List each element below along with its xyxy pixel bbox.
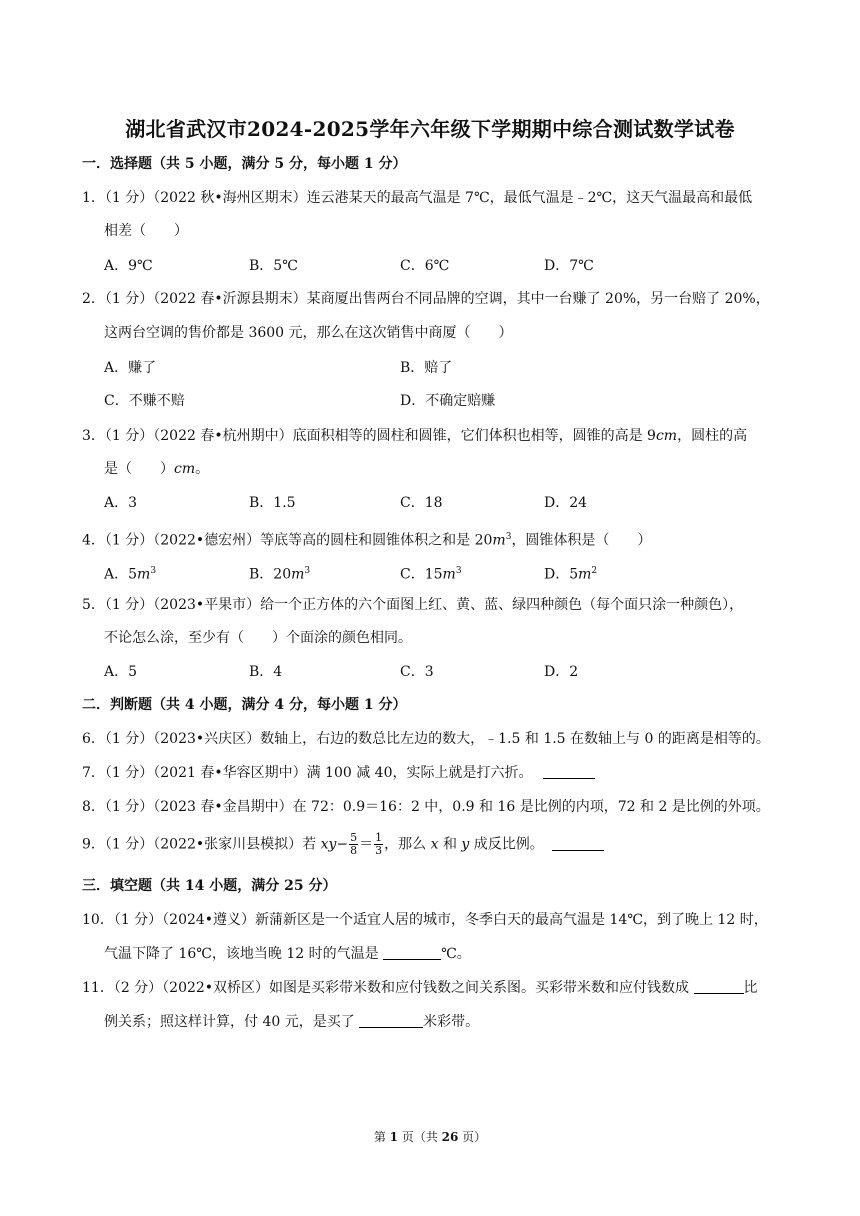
question-3-option-a: A．3 <box>104 495 138 511</box>
question-1-line-2: 相差（ ） <box>104 223 188 239</box>
section-heading-choice: 一．选择题（共 5 小题，满分 5 分，每小题 1 分） <box>82 156 407 172</box>
question-4-option-c <box>400 561 462 585</box>
option-b-unit: m <box>291 566 305 583</box>
option-c-unit: m <box>442 566 456 583</box>
question-2-line-1: 2．（1 分）（2022 春•沂源县期末）某商厦出售两台不同品牌的空调，其中一台赚了 20%，另一台赔了 20%， <box>82 291 770 307</box>
option-a-value: A．5 <box>104 566 138 583</box>
question-1-option-b: B．5℃ <box>249 258 298 274</box>
question-3-text-d: 。 <box>195 461 210 477</box>
option-a-exponent: 3 <box>150 566 157 576</box>
question-3-option-c: C．18 <box>400 495 443 511</box>
current-page-number: 1 <box>389 1130 398 1144</box>
question-9-variables: xy <box>320 836 337 853</box>
answer-blank[interactable] <box>694 979 744 994</box>
numerator: 1 <box>375 831 383 844</box>
question-10-text-a: 气温下降了 16℃，该地当晚 12 时的气温是 <box>104 946 384 962</box>
question-1-line-1: 1．（1 分）（2022 秋•海州区期末）连云港某天的最高气温是 7℃，最低气温是﹣2℃，这天气温最高和最低 <box>82 190 753 206</box>
question-8: 8．（1 分）（2023 春•金昌期中）在 72：0.9＝16：2 中，0.9 和 16 是比例的内项，72 和 2 是比例的外项。 <box>82 799 770 815</box>
option-b-exponent: 3 <box>304 566 311 576</box>
question-10-line-2 <box>104 944 471 964</box>
question-1-option-d: D．7℃ <box>544 258 594 274</box>
question-5-line-1: 5．（1 分）（2023•平果市）给一个正方体的六个面图上红、黄、蓝、绿四种颜色（每个面只涂一种颜色）， <box>82 597 744 613</box>
question-2-option-c: C．不赚不赔 <box>104 393 185 409</box>
question-11-line-2 <box>104 1012 479 1032</box>
answer-blank[interactable] <box>383 945 441 960</box>
equals-sign: ＝ <box>359 836 374 853</box>
option-a-unit: m <box>137 566 151 583</box>
question-3-text-b: ，圆柱的高 <box>677 428 748 444</box>
option-d-unit: m <box>578 566 592 583</box>
page-title: 湖北省武汉市2024-2025学年六年级下学期期中综合测试数学试卷 <box>125 117 735 141</box>
question-7 <box>82 763 595 783</box>
question-9-suffix: 成反比例。 <box>469 836 544 853</box>
question-1-option-c: C．6℃ <box>400 258 450 274</box>
footer-middle: 页（共 <box>398 1130 442 1144</box>
option-d-value: D．5 <box>544 566 579 583</box>
question-9-prefix: 9．（1 分）（2022•张家川县模拟）若 <box>82 836 321 853</box>
answer-blank[interactable] <box>552 836 604 851</box>
question-10-text-b: ℃。 <box>441 946 471 962</box>
question-3-text-c: 是（ ） <box>104 461 174 477</box>
page-footer <box>0 1128 860 1145</box>
denominator: 3 <box>375 844 383 857</box>
question-4-text-a: 4．（1 分）（2022•德宏州）等底等高的圆柱和圆锥体积之和是 20 <box>82 532 493 549</box>
question-11-text-c: 例关系；照这样计算，付 40 元，是买了 <box>104 1014 360 1030</box>
minus-sign: − <box>336 836 349 853</box>
section-heading-judgement: 二．判断题（共 4 小题，满分 4 分，每小题 1 分） <box>82 697 407 713</box>
question-3-option-d: D．24 <box>544 495 588 511</box>
question-4-option-b <box>249 561 310 585</box>
question-10-line-1: 10．（1 分）（2024•遵义）新蒲新区是一个适宜人居的城市，冬季白天的最高气温是 14℃，到了晚上 12 时， <box>82 912 768 928</box>
question-5-option-a: A．5 <box>104 664 138 680</box>
question-9-and: 和 <box>438 836 462 853</box>
numerator: 5 <box>350 831 358 844</box>
question-5-option-b: B．4 <box>249 664 283 680</box>
question-3-option-b: B．1.5 <box>249 495 296 511</box>
question-3-unit-2: cm <box>174 461 196 477</box>
question-3-line-2 <box>104 459 209 479</box>
answer-blank[interactable] <box>359 1013 423 1028</box>
variable-x: x <box>430 836 439 853</box>
question-4-option-d <box>544 561 597 585</box>
question-11-line-1 <box>82 978 758 998</box>
footer-prefix: 第 <box>373 1130 390 1144</box>
question-2-option-a: A．赚了 <box>104 360 157 376</box>
question-4-unit: m <box>492 532 506 549</box>
option-d-exponent: 2 <box>591 566 598 576</box>
question-2-line-2: 这两台空调的售价都是 3600 元，那么在这次销售中商厦（ ） <box>104 325 513 341</box>
question-3-line-1 <box>82 426 747 446</box>
question-11-text-a: 11．（2 分）（2022•双桥区）如图是买彩带米数和应付钱数之间关系图。买彩带米数和应付钱数成 <box>82 980 694 996</box>
question-5-option-c: C．3 <box>400 664 434 680</box>
option-b-value: B．20 <box>249 566 292 583</box>
question-11-text-b: 比 <box>743 980 758 996</box>
option-c-exponent: 3 <box>455 566 462 576</box>
question-3-unit: cm <box>655 428 678 444</box>
question-5-line-2: 不论怎么涂，至少有（ ）个面涂的颜色相同。 <box>104 630 412 646</box>
question-11-text-d: 米彩带。 <box>423 1014 480 1030</box>
question-4-exponent: 3 <box>505 532 512 542</box>
question-4-line-1 <box>82 527 651 551</box>
fraction-one-third <box>374 832 383 857</box>
question-2-option-d: D．不确定赔赚 <box>400 393 496 409</box>
question-1-option-a: A．9℃ <box>104 258 153 274</box>
denominator: 8 <box>350 844 358 857</box>
question-9 <box>82 832 604 857</box>
question-5-option-d: D．2 <box>544 664 579 680</box>
option-c-value: C．15 <box>400 566 443 583</box>
answer-blank[interactable] <box>543 764 595 779</box>
footer-suffix: 页） <box>458 1130 487 1144</box>
question-4-text-b: ，圆锥体积是（ ） <box>511 532 652 549</box>
question-4-option-a <box>104 561 156 585</box>
question-6: 6．（1 分）（2023•兴庆区）数轴上，右边的数总比左边的数大，﹣1.5 和 1.5 在数轴上与 0 的距离是相等的。 <box>82 731 770 747</box>
question-2-option-b: B．赔了 <box>400 360 453 376</box>
question-3-text-a: 3．（1 分）（2022 春•杭州期中）底面积相等的圆柱和圆锥，它们体积也相等，圆锥的高是 9 <box>82 428 656 444</box>
fraction-five-eighths <box>349 832 358 857</box>
section-heading-fill-in: 三．填空题（共 14 小题，满分 25 分） <box>82 878 337 894</box>
variable-y: y <box>461 836 470 853</box>
total-page-count: 26 <box>441 1130 459 1144</box>
question-7-text: 7．（1 分）（2021 春•华容区期中）满 100 减 40，实际上就是打六折。 <box>82 765 533 781</box>
question-9-mid: ，那么 <box>384 836 431 853</box>
